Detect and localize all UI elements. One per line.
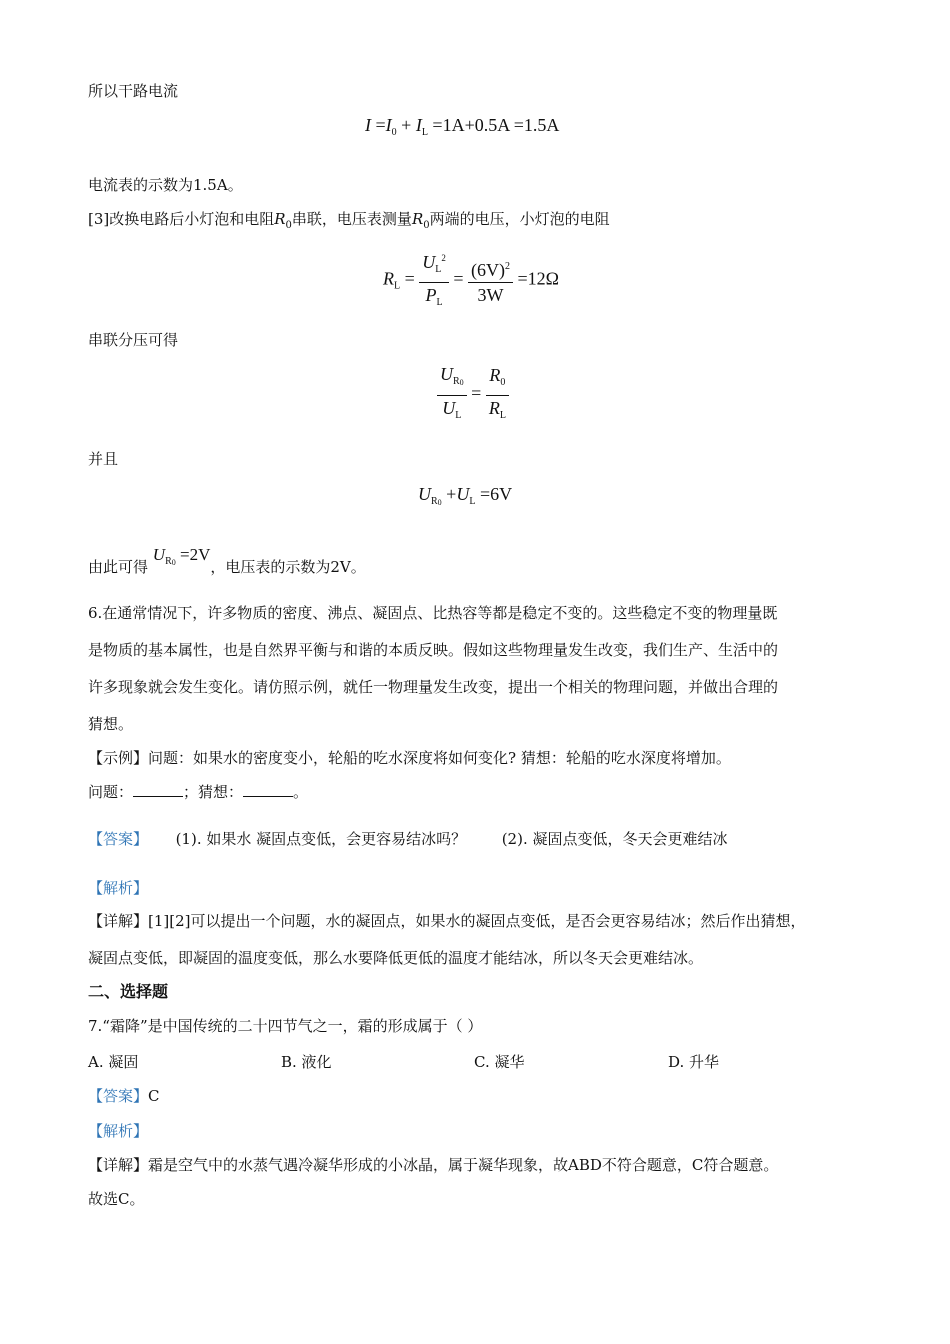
eq-rhs: =12Ω bbox=[517, 268, 560, 289]
blank-line bbox=[133, 782, 183, 797]
eq-rhs: =6V bbox=[479, 484, 513, 504]
text-line: 所以干路电流 bbox=[88, 82, 179, 100]
equation-voltage-ratio bbox=[437, 363, 509, 427]
inline-equation bbox=[152, 545, 211, 567]
eq-symbol: I bbox=[365, 115, 371, 135]
eq-subscript: 0 bbox=[391, 127, 397, 138]
question-6-line-1: 6.在通常情况下，许多物质的密度、沸点、凝固点、比热容等都是稳定不变的。这些稳定不变的物理量既 bbox=[88, 604, 778, 622]
eq-rhs: =2V bbox=[180, 545, 211, 564]
eq-symbol: I bbox=[385, 115, 392, 135]
equation-resistance bbox=[383, 247, 559, 314]
eq-sign: = bbox=[471, 383, 482, 404]
question-6-line-3: 许多现象就会发生变化。请仿照示例，就任一物理量发生改变，提出一个相关的物理问题，并做出合理的 bbox=[88, 678, 779, 696]
eq-subscript: R bbox=[165, 556, 172, 567]
fraction bbox=[486, 364, 509, 427]
eq-symbol: I bbox=[415, 115, 422, 135]
eq-rhs: =1A+0.5A =1.5A bbox=[432, 115, 560, 135]
eq-subscript: 0 bbox=[459, 378, 464, 387]
fraction-numerator bbox=[468, 256, 513, 283]
eq-subscript: L bbox=[435, 264, 442, 275]
eq-subscript: 0 bbox=[500, 376, 506, 388]
eq-sign: = bbox=[404, 268, 415, 289]
eq-symbol: U bbox=[442, 398, 456, 418]
eq-symbol: U bbox=[422, 252, 436, 272]
eq-subscript: 0 bbox=[171, 558, 176, 567]
text-line: 串联分压可得 bbox=[88, 331, 179, 349]
question-6-line-4: 猜想。 bbox=[88, 715, 134, 733]
answer-text: (1). 如果水 凝固点变低，会更容易结冰吗？ bbox=[175, 830, 467, 848]
eq-subscript: L bbox=[469, 496, 476, 507]
eq-value: 3W bbox=[477, 284, 504, 305]
question-6-line-2: 是物质的基本属性，也是自然界平衡与和谐的本质反映。假如这些物理量发生改变，我们生产、生活中的 bbox=[88, 641, 779, 659]
eq-symbol: R bbox=[411, 210, 424, 228]
eq-symbol: R bbox=[489, 364, 501, 385]
eq-superscript: 2 bbox=[441, 253, 446, 263]
eq-subscript: L bbox=[421, 127, 428, 138]
eq-subscript: 0 bbox=[437, 498, 442, 507]
answer-tag: 【答案】 bbox=[88, 1087, 149, 1105]
eq-sign: = bbox=[375, 115, 386, 135]
eq-subscript: L bbox=[436, 297, 443, 308]
answer-tag: 【答案】 bbox=[88, 830, 149, 848]
option-b: B. 液化 bbox=[281, 1053, 332, 1071]
text-line: 电流表的示数为1.5A。 bbox=[88, 176, 243, 194]
text-span: 问题： bbox=[88, 783, 134, 801]
eq-sign: = bbox=[453, 268, 464, 289]
answer-line bbox=[88, 829, 728, 849]
eq-symbol: R bbox=[488, 397, 500, 418]
eq-symbol: U bbox=[418, 484, 431, 504]
fraction-denominator bbox=[468, 283, 513, 306]
eq-subscript: R bbox=[431, 496, 438, 507]
fraction-numerator bbox=[486, 364, 509, 396]
text-span: [3]改换电路后小灯泡和电阻 bbox=[88, 210, 275, 228]
eq-subscript: 0 bbox=[285, 220, 292, 231]
conclusion-line: 故选C。 bbox=[88, 1190, 145, 1208]
eq-symbol: R bbox=[383, 268, 394, 289]
option-d: D. 升华 bbox=[668, 1053, 720, 1071]
text-span: ；猜想： bbox=[183, 783, 244, 801]
eq-superscript: 2 bbox=[505, 260, 511, 272]
detail-line-1: 【详解】[1][2]可以提出一个问题，水的凝固点，如果水的凝固点变低，是否会更容易结冰；然后作出猜想， bbox=[88, 912, 806, 930]
fraction-denominator bbox=[486, 396, 509, 427]
eq-sign: + bbox=[446, 484, 457, 504]
text-line bbox=[88, 209, 610, 236]
option-a: A. 凝固 bbox=[88, 1053, 139, 1071]
text-line bbox=[88, 545, 366, 586]
analysis-tag: 【解析】 bbox=[88, 879, 149, 897]
fraction bbox=[468, 256, 513, 306]
text-span: ，电压表的示数为2V。 bbox=[210, 558, 366, 576]
answer-text: C bbox=[148, 1087, 160, 1105]
text-line: 并且 bbox=[88, 450, 119, 468]
fraction-denominator bbox=[419, 283, 449, 314]
text-span: 两端的电压，小灯泡的电阻 bbox=[429, 210, 610, 228]
detail-line-2: 凝固点变低，即凝固的温度变低，那么水要降低更低的温度才能结冰，所以冬天会更难结冰。 bbox=[88, 949, 704, 967]
eq-sign: + bbox=[401, 115, 412, 135]
question-6-example: 【示例】问题：如果水的密度变小，轮船的吃水深度将如何变化? 猜想：轮船的吃水深度将增加。 bbox=[88, 749, 731, 767]
text-span: 串联，电压表测量 bbox=[291, 210, 412, 228]
fraction-denominator bbox=[437, 396, 467, 427]
eq-subscript: L bbox=[455, 410, 462, 421]
eq-subscript: 0 bbox=[423, 220, 430, 231]
section-heading: 二、选择题 bbox=[88, 982, 169, 1001]
fraction-numerator bbox=[419, 247, 449, 283]
option-c: C. 凝华 bbox=[474, 1053, 525, 1071]
answer-line bbox=[88, 1086, 160, 1106]
eq-symbol: U bbox=[440, 364, 453, 384]
fraction-numerator bbox=[437, 363, 467, 396]
blank-line bbox=[243, 782, 293, 797]
question-6-blanks bbox=[88, 782, 308, 802]
question-7-stem: 7.“霜降”是中国传统的二十四节气之一，霜的形成属于（ ） bbox=[88, 1017, 483, 1035]
analysis-tag: 【解析】 bbox=[88, 1122, 149, 1140]
equation-voltage-sum bbox=[418, 483, 512, 514]
eq-subscript: R bbox=[453, 376, 460, 387]
eq-symbol: R bbox=[274, 210, 286, 228]
eq-subscript: L bbox=[499, 409, 506, 421]
eq-symbol: U bbox=[152, 545, 166, 564]
answer-text: (2). 凝固点变低，冬天会更难结冰 bbox=[501, 830, 728, 848]
text-span: 由此可得 bbox=[88, 558, 149, 576]
eq-subscript: L bbox=[394, 280, 401, 292]
detail-line: 【详解】霜是空气中的水蒸气遇冷凝华形成的小冰晶，属于凝华现象，故ABD不符合题意，C符合题意。 bbox=[88, 1156, 779, 1174]
eq-symbol: U bbox=[456, 484, 470, 504]
eq-value: (6V) bbox=[471, 259, 506, 280]
text-span: 。 bbox=[293, 783, 309, 801]
fraction bbox=[437, 363, 467, 427]
equation-current-sum bbox=[365, 114, 559, 144]
fraction bbox=[419, 247, 449, 314]
eq-symbol: P bbox=[425, 285, 437, 305]
